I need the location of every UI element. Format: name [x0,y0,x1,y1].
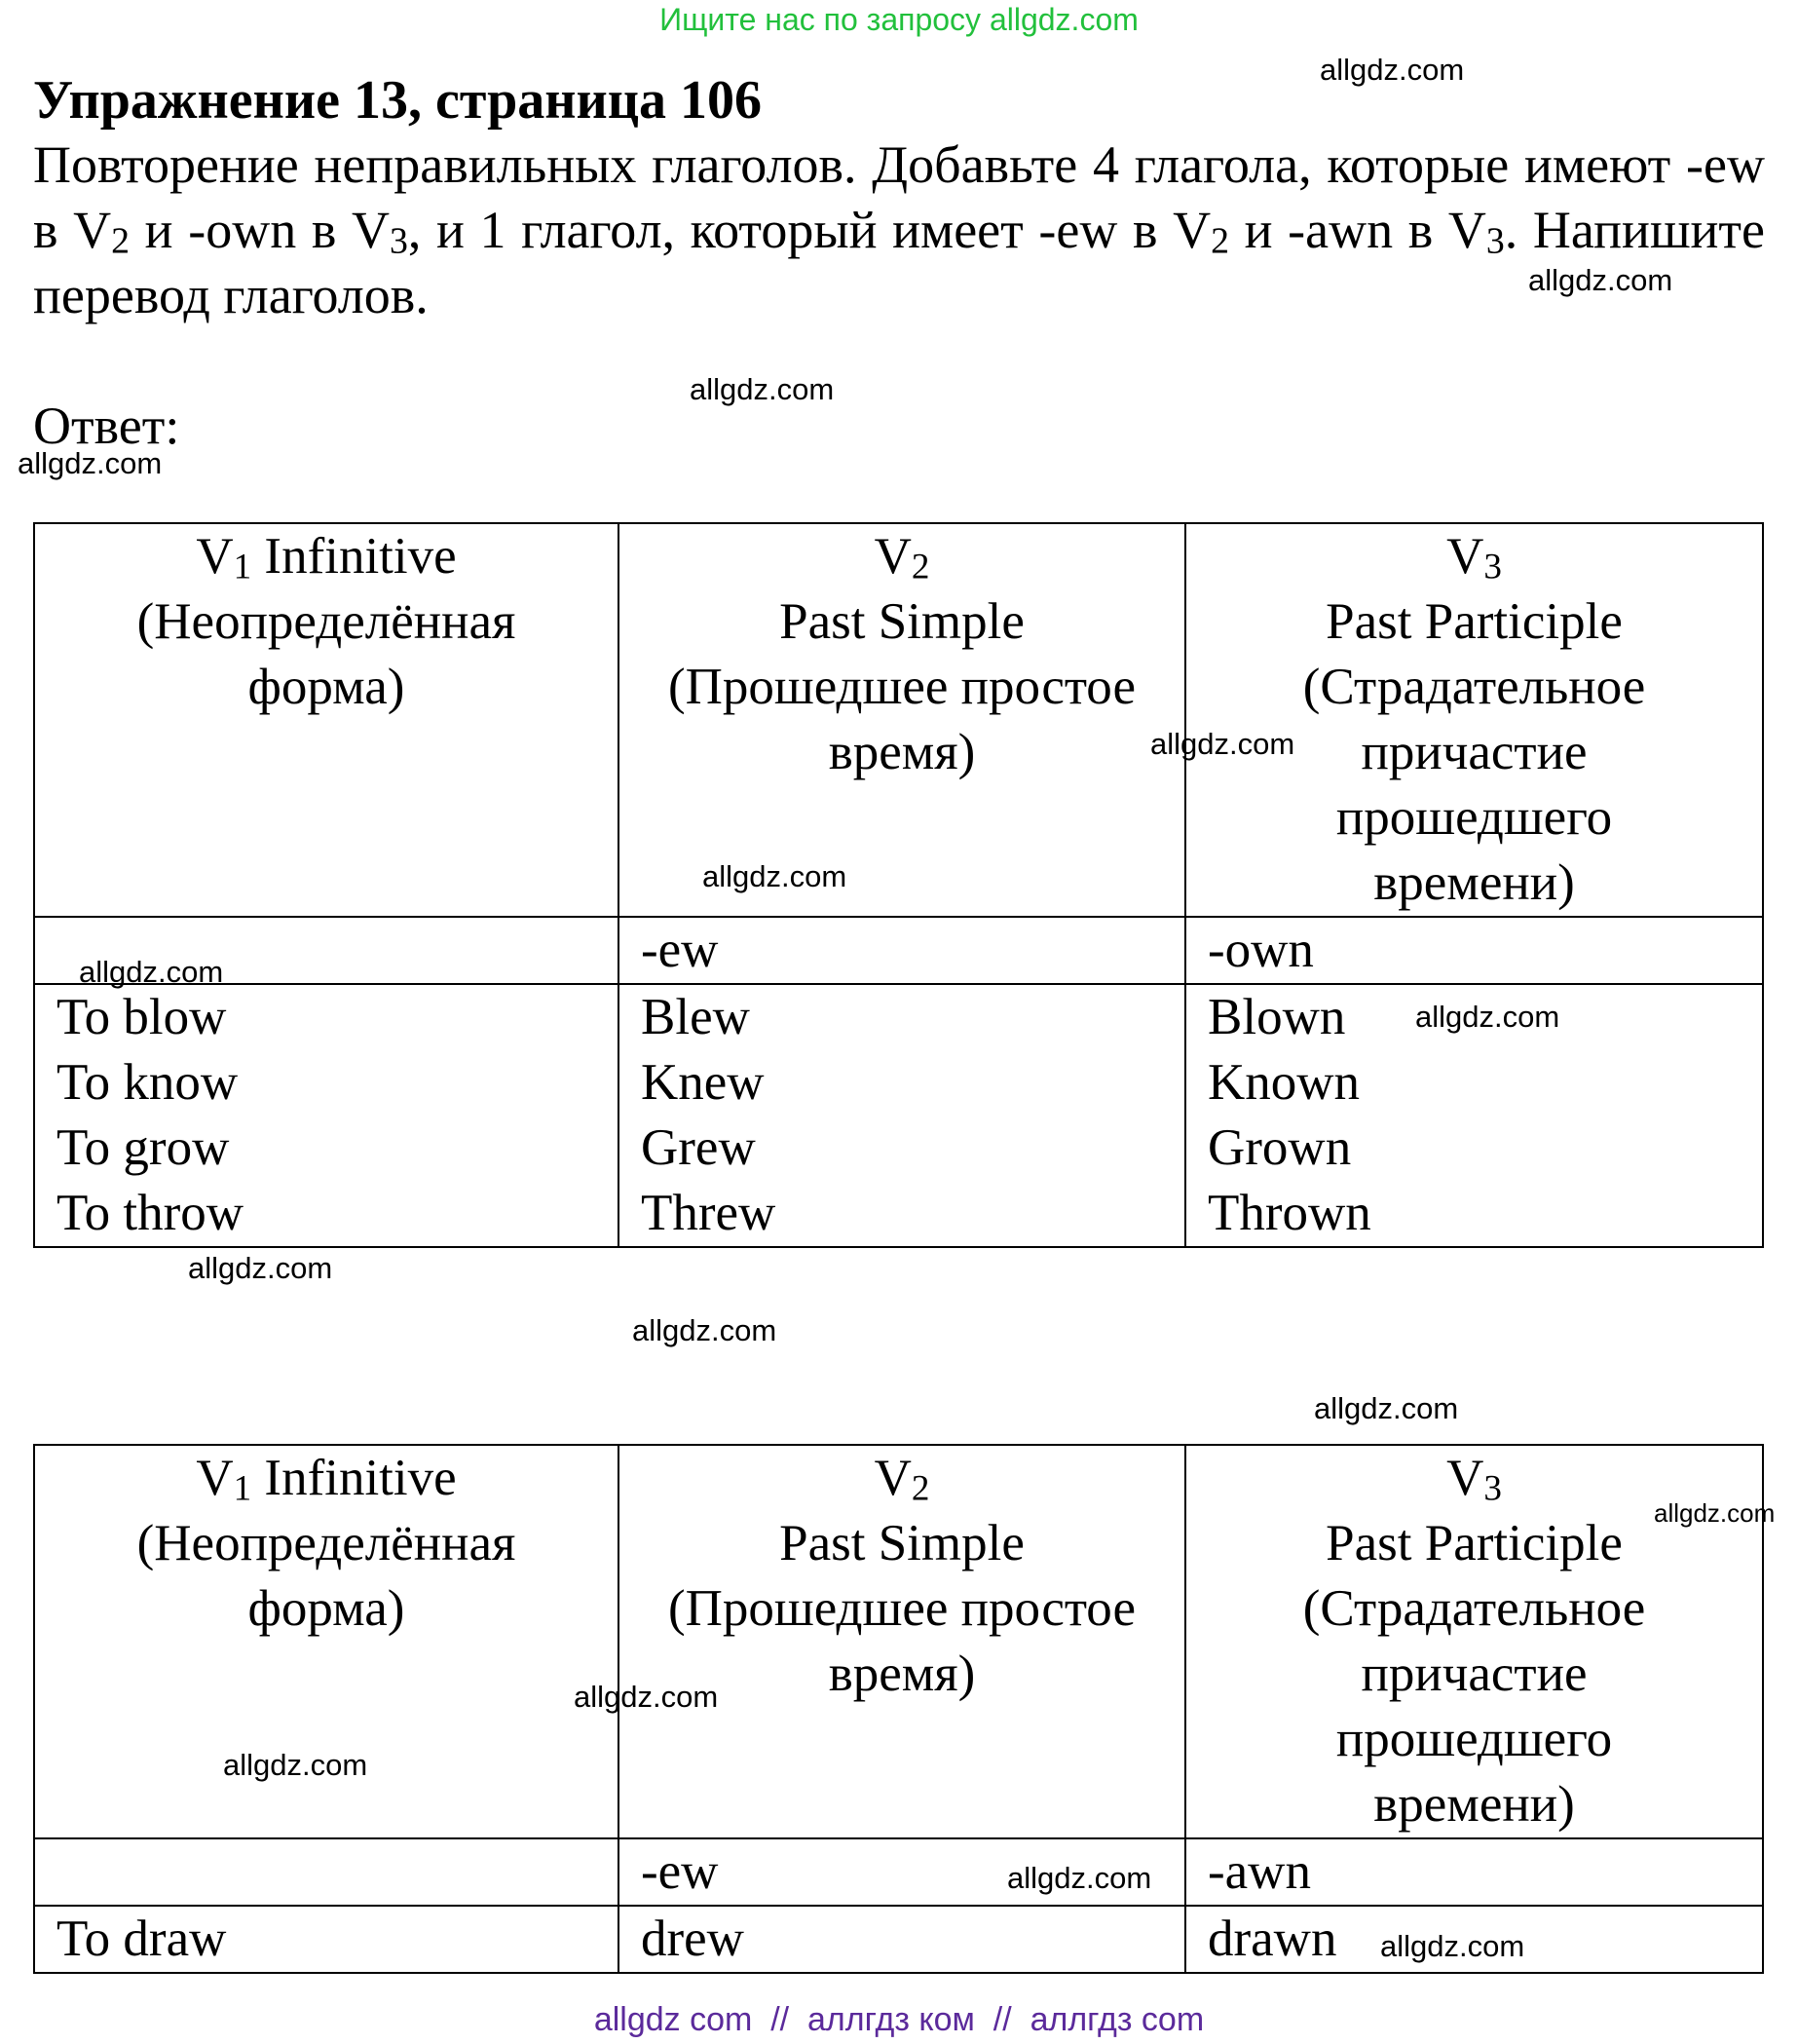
verb: To draw [56,1911,227,1967]
subscript: 2 [911,547,930,587]
header-ru-line: времени) [1373,854,1575,911]
header-ru-line: (Прошедшее простое [668,1580,1136,1637]
header-ru-line: (Страдательное [1302,1580,1646,1637]
header-ru-line: форма) [247,659,405,715]
header-v3 [1185,523,1763,917]
footer-links [0,1999,1798,2040]
separator: // [752,2001,808,2038]
header-ru-line: прошедшего [1335,1711,1613,1767]
form-name: Past Simple [779,1515,1025,1571]
ending-v3: -own [1185,917,1763,984]
task-part: и -own в V [130,201,390,259]
verb: Grown [1208,1119,1352,1176]
ending-v2: -ew [618,1838,1185,1906]
v-symbol: V [196,1450,234,1506]
verb: drawn [1208,1911,1337,1967]
form-name: Infinitive [251,528,457,585]
header-ru-line: (Неопределённая [136,1515,516,1571]
subscript: 3 [389,220,408,262]
header-ru-line: времени) [1373,1776,1575,1833]
verb: drew [641,1911,744,1967]
watermark: allgdz.com [1415,1000,1560,1034]
verb: Blown [1208,989,1346,1045]
header-row [34,523,1763,917]
task-part: . Напишите перевод глаголов. [33,201,1765,324]
verb: To know [56,1054,239,1111]
footer-link[interactable]: аллгдз ком [807,2001,975,2038]
verb: Threw [641,1185,776,1241]
verbs-table-ew-awn [33,1444,1764,1974]
header-v1 [34,523,618,917]
watermark: allgdz.com [1007,1861,1152,1895]
ending-v1 [34,1838,618,1906]
verbs-v1 [34,984,618,1247]
verbs-table-ew-own [33,522,1764,1248]
header-ru-line: (Неопределённая [136,593,516,650]
verb: To throw [56,1185,244,1241]
form-name: Infinitive [251,1450,457,1506]
subscript: 3 [1485,220,1505,262]
watermark: allgdz.com [79,955,224,989]
form-name: Past Simple [779,593,1025,650]
separator: // [974,2001,1030,2038]
verb: Knew [641,1054,765,1111]
verbs-v2 [618,984,1185,1247]
verbs-v2 [618,1906,1185,1973]
header-ru-line: (Страдательное [1302,659,1646,715]
verb: Blew [641,989,750,1045]
header-ru-line: причастие [1361,1646,1588,1702]
header-ru-line: время) [828,724,976,780]
search-banner[interactable]: Ищите нас по запросу allgdz.com [659,2,1139,37]
watermark: allgdz.com [223,1748,368,1782]
task-part: , и 1 глагол, который имеет -ew в V [407,201,1212,259]
header-ru-line: форма) [247,1580,405,1637]
watermark: allgdz.com [1320,53,1465,87]
subscript: 3 [1483,1468,1502,1509]
header-ru-line: (Прошедшее простое [668,659,1136,715]
watermark: allgdz.com [1528,263,1673,297]
header-ru-line: причастие [1361,724,1588,780]
watermark: allgdz.com [188,1251,333,1285]
subscript: 2 [911,1468,930,1509]
watermark: allgdz.com [690,372,835,406]
subscript: 2 [111,220,131,262]
verb: To blow [56,989,227,1045]
header-ru-line: время) [828,1646,976,1702]
header-ru-line: прошедшего [1335,789,1613,846]
v-symbol: V [874,528,912,585]
subscript: 2 [1211,220,1229,262]
answer-label: Ответ: [33,397,180,455]
v-symbol: V [1446,528,1484,585]
verb: Thrown [1208,1185,1371,1241]
header-v2 [618,523,1185,917]
watermark: allgdz.com [1314,1391,1459,1425]
subscript: 1 [233,547,252,587]
form-name: Past Participle [1326,593,1623,650]
footer-link[interactable]: аллгдз com [1030,2001,1205,2038]
ending-v2: -ew [618,917,1185,984]
ending-v3: -awn [1185,1838,1763,1906]
task-part: и -awn в V [1228,201,1486,259]
header-v2 [618,1445,1185,1838]
form-name: Past Participle [1326,1515,1623,1571]
watermark: allgdz.com [1150,727,1295,761]
watermark: allgdz.com [1380,1929,1525,1963]
endings-row [34,1838,1763,1906]
subscript: 1 [233,1468,252,1509]
verb: Grew [641,1119,756,1176]
watermark: allgdz.com [702,859,847,893]
endings-row [34,917,1763,984]
subscript: 3 [1483,547,1502,587]
exercise-title: Упражнение 13, страница 106 [33,70,763,131]
verb: Known [1208,1054,1361,1111]
task-text [33,132,1765,328]
verbs-v1 [34,1906,618,1973]
v-symbol: V [196,528,234,585]
watermark: allgdz.com [574,1680,719,1714]
v-symbol: V [1446,1450,1484,1506]
verb: To grow [56,1119,230,1176]
v-symbol: V [874,1450,912,1506]
watermark: allgdz.com [18,446,163,480]
task-part: Повторение неправильных глаголов. Добавьте 4 глагола, которые имеют -ew в V [33,135,1765,259]
watermark: allgdz.com [1654,1498,1776,1528]
footer-link[interactable]: allgdz com [593,2001,753,2038]
watermark: allgdz.com [632,1313,777,1347]
